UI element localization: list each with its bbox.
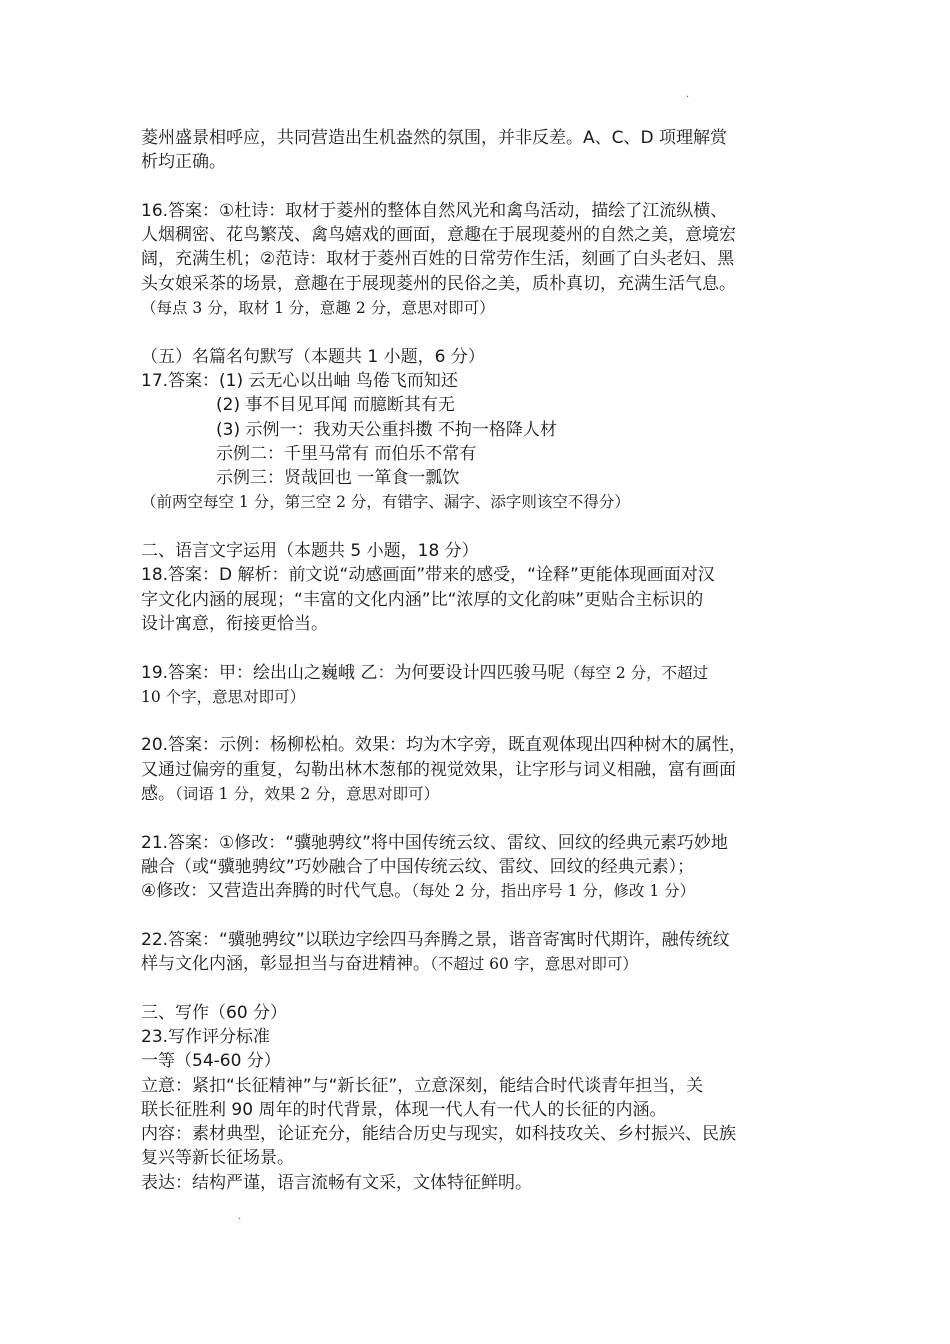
section3-heading: 三、写作（60 分）: [141, 1002, 288, 1023]
q20-line-1: 20.答案：示例：杨柳松柏。效果：均为木字旁，既直观体现出四种树木的属性，: [141, 735, 747, 756]
q23-line-3: 内容：素材典型，论证充分，能结合历史与现实，如科技攻关、乡村振兴、民族: [141, 1124, 736, 1145]
q16-line-1: 16.答案：①杜诗：取材于菱州的整体自然风光和禽鸟活动，描绘了江流纵横、: [141, 200, 728, 221]
q17-item-1: (1) 云无心以出岫 鸟倦飞而知还: [219, 370, 458, 391]
q16-line-4: 头女娘采茶的场景，意趣在于展现菱州的民俗之美，质朴真切，充满生活气息。: [141, 273, 736, 294]
section5-heading: （五）名篇名句默写（本题共 1 小题，6 分）: [141, 346, 485, 367]
page-dot-top: .: [686, 89, 690, 100]
q19-line-1: [141, 661, 801, 685]
q20-line-3: [141, 782, 801, 806]
q21-line-3: [141, 879, 801, 903]
q21-line-2: 融合（或“骥驰骋纹”巧妙融合了中国传统云纹、雷纹、回纹的经典元素）；: [141, 856, 695, 877]
q22-scoring-note: （不超过 60 字，意思对即可）: [430, 955, 638, 974]
q17-item-5: 示例三：贤哉回也 一箪食一瓢饮: [216, 468, 460, 489]
q18-line-2: 字文化内涵的展现；“丰富的文化内涵”比“浓厚的文化韵味”更贴合主标识的: [141, 589, 704, 610]
q18-line-1: 18.答案：D 解析：前文说“动感画面”带来的感受，“诠释”更能体现画面对汉: [141, 565, 715, 586]
q19-scoring-note-1: （每空 2 分，不超过: [564, 663, 709, 682]
q19-scoring-note-2: 10 个字，意思对即可）: [141, 687, 306, 706]
q16-line-3: 阔，充满生机；②范诗：取材于菱州百姓的日常劳作生活，刻画了白头老妇、黑: [141, 249, 735, 270]
answer-document: [141, 126, 801, 1195]
q23-line-4: 复兴等新长征场景。: [141, 1148, 294, 1169]
q17-item-2: (2) 事不目见耳闻 而臆断其有无: [216, 395, 455, 416]
q21-last-text: ④修改：又营造出奔腾的时代气息。: [141, 881, 412, 902]
q15-line-2: 析均正确。: [141, 152, 226, 173]
q17-line-1: [141, 369, 801, 393]
q21-scoring-note: （每处 2 分，指出序号 1 分，修改 1 分）: [411, 882, 696, 901]
section2-heading: 二、语言文字运用（本题共 5 小题，18 分）: [141, 541, 479, 562]
q18-line-3: 设计寓意，衔接更恰当。: [141, 613, 328, 634]
page-dot-bottom: .: [238, 1211, 242, 1222]
q16-line-2: 人烟稠密、花鸟繁茂、禽鸟嬉戏的画面，意趣在于展现菱州的自然之美，意境宏: [141, 225, 736, 246]
q20-line-2: 又通过偏旁的重复，勾勒出林木葱郁的视觉效果，让字形与词义相融，富有画面: [141, 759, 736, 780]
q20-last-text: 感。: [141, 784, 175, 805]
q23-line-5: 表达：结构严谨，语言流畅有文采，文体特征鲜明。: [141, 1172, 532, 1193]
q17-label: 17.答案：: [141, 370, 220, 391]
q16-scoring-note: （每点 3 分，取材 1 分，意趣 2 分，意思对即可）: [141, 299, 495, 318]
q22-line-1: 22.答案：“骥驰骋纹”以联边字绘四马奔腾之景，谐音寄寓时代期许，融传统纹: [141, 929, 730, 950]
q20-scoring-note: （词语 1 分，效果 2 分，意思对即可）: [175, 785, 440, 804]
q17-item-3: (3) 示例一：我劝天公重抖擞 不拘一格降人材: [216, 419, 557, 440]
q22-line-2: [141, 952, 801, 976]
q17-item-4: 示例二：千里马常有 而伯乐不常有: [216, 443, 477, 464]
grade1-heading: 一等（54-60 分）: [141, 1051, 281, 1072]
q23-line-1: 立意：紧扣“长征精神”与“新长征”，立意深刻，能结合时代谈青年担当，关: [141, 1075, 704, 1096]
q15-line-1: 菱州盛景相呼应，共同营造出生机盎然的氛围，并非反差。A、C、D 项理解赏: [141, 128, 727, 148]
q17-scoring-note: （前两空每空 1 分，第三空 2 分，有错字、漏字、添字则该空不得分）: [141, 493, 630, 512]
q22-last-text: 样与文化内涵，彰显担当与奋进精神。: [141, 954, 430, 975]
q23-line-2: 联长征胜利 90 周年的时代背景，体现一代人有一代人的长征的内涵。: [141, 1099, 667, 1120]
q19-answer: 19.答案：甲：绘出山之巍峨 乙：为何要设计四匹骏马呢: [141, 662, 565, 683]
q21-line-1: 21.答案：①修改：“骥驰骋纹”将中国传统云纹、雷纹、回纹的经典元素巧妙地: [141, 832, 728, 853]
q23-title: 23.写作评分标准: [141, 1026, 271, 1047]
